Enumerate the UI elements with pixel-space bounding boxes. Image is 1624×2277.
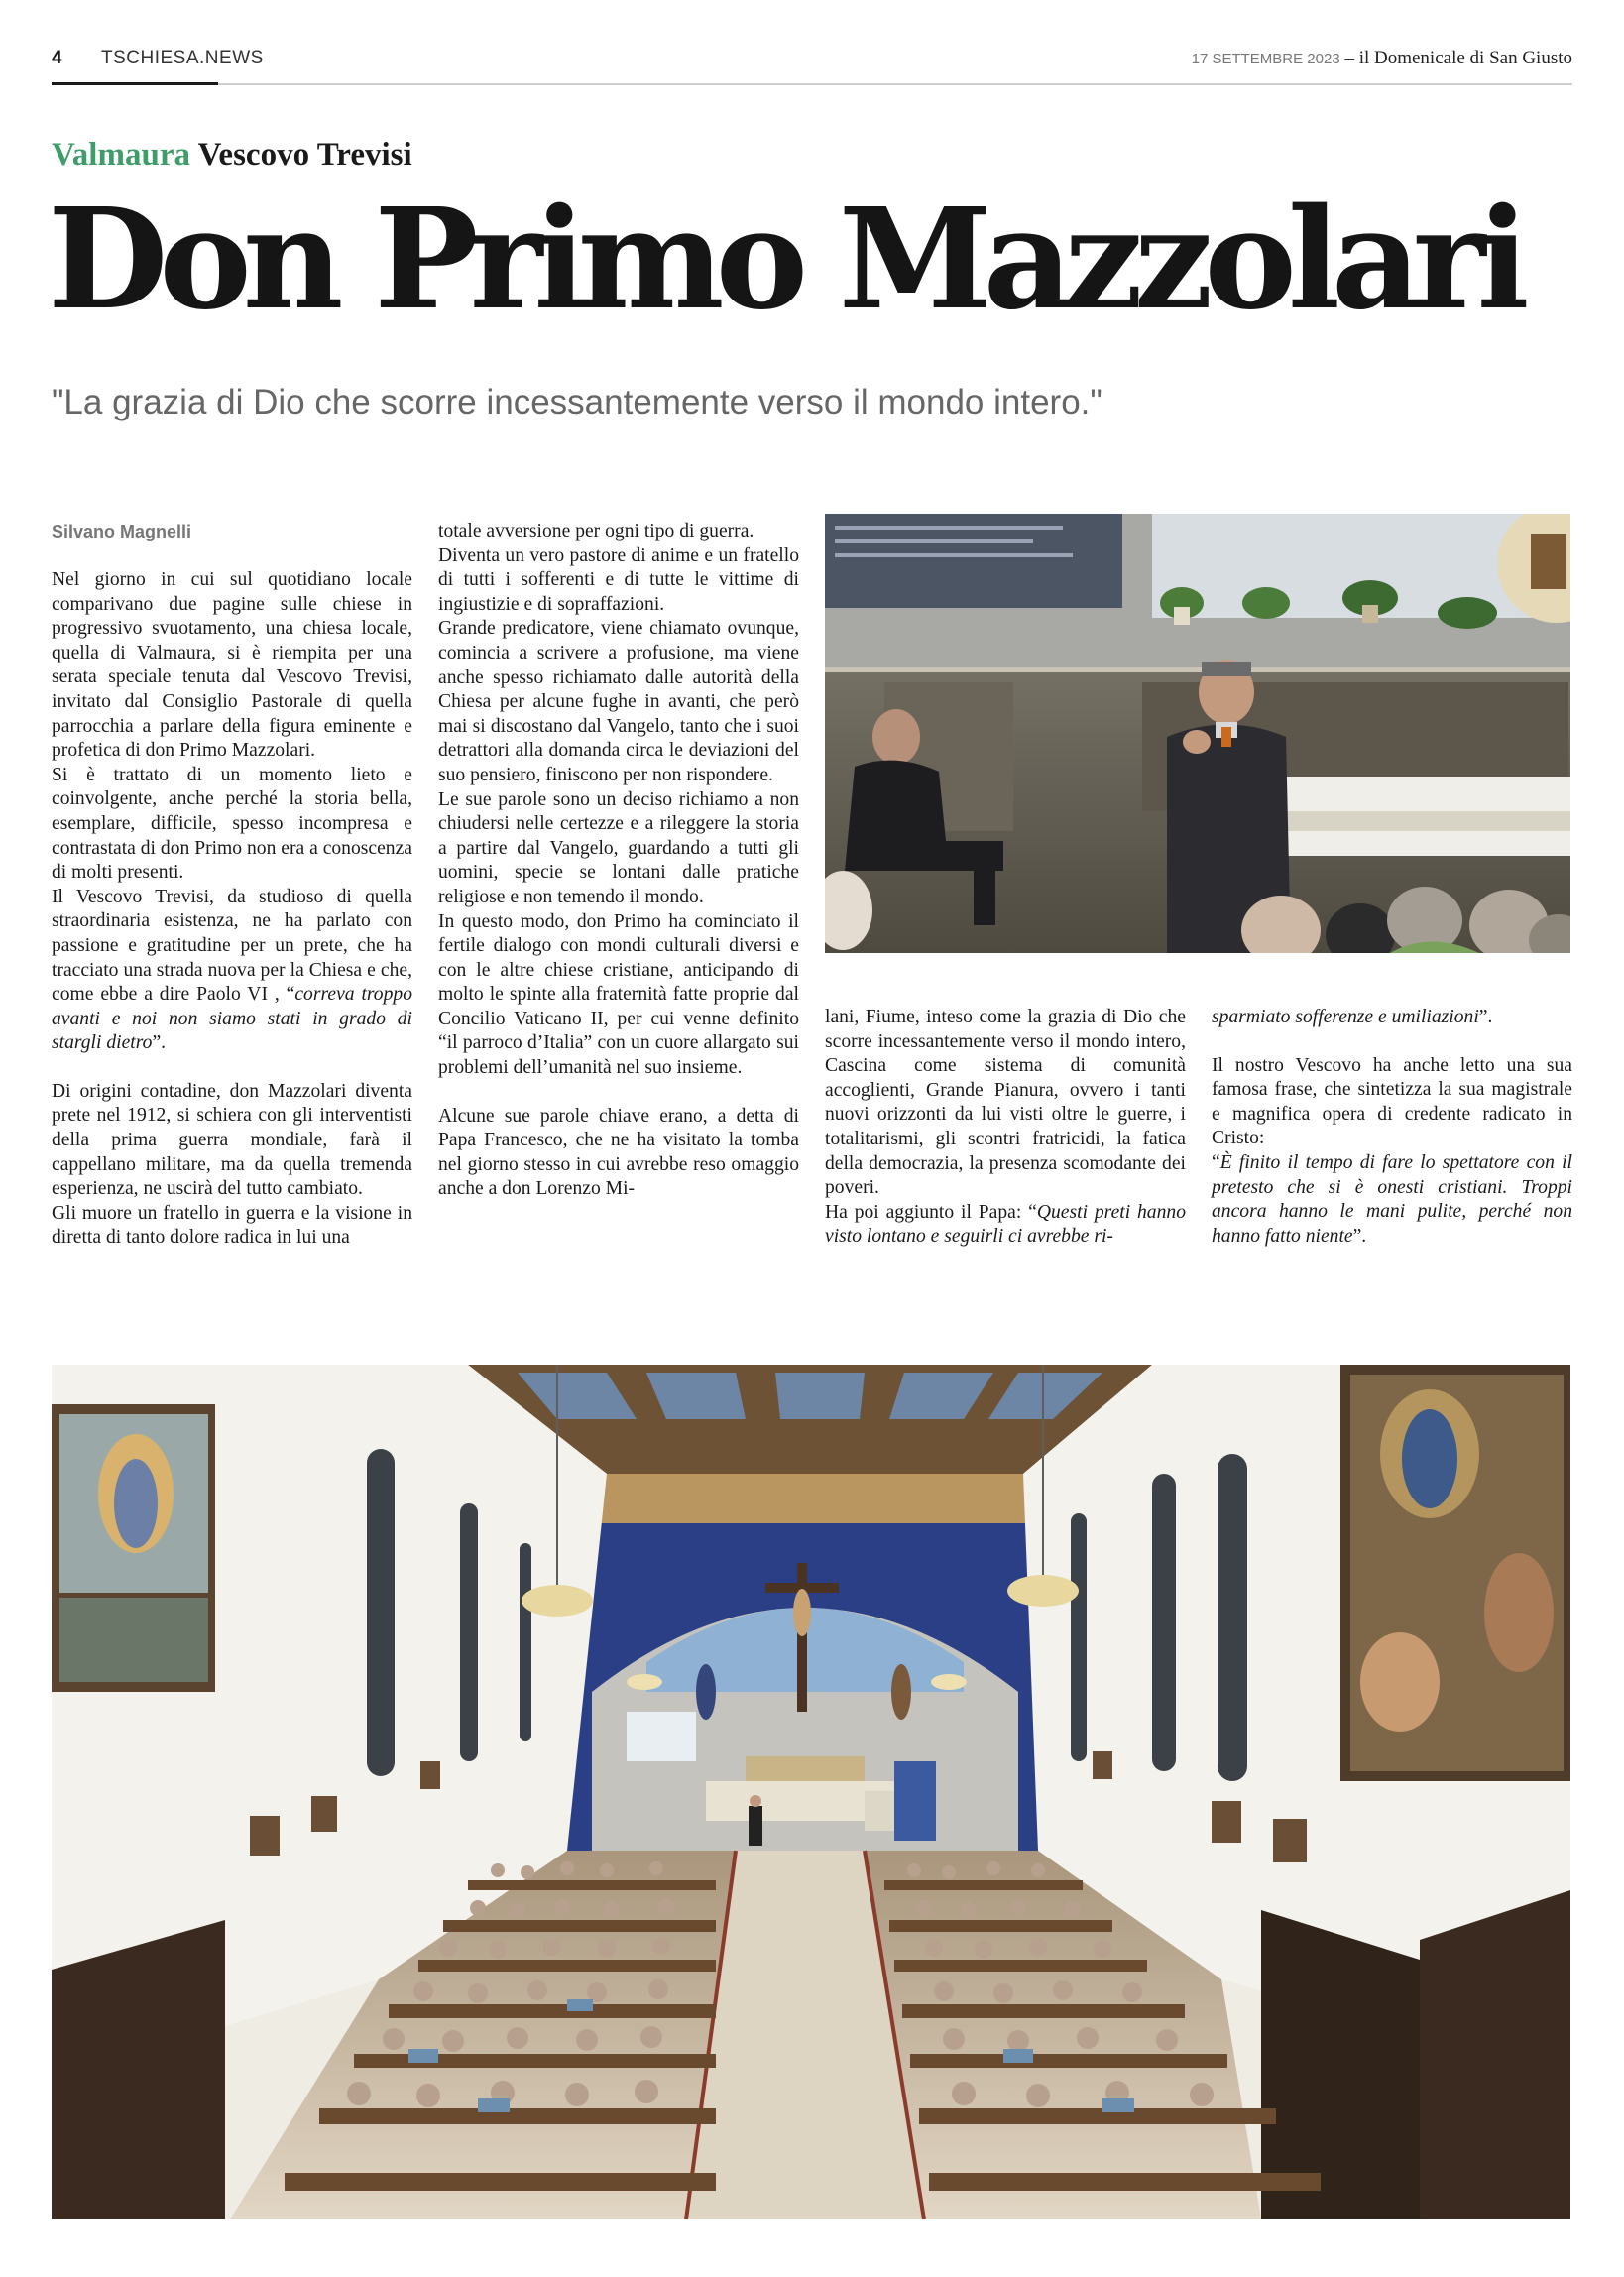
article-column-4 xyxy=(1212,1006,1572,1249)
photo-church-interior xyxy=(52,1365,1570,2219)
issue-separator: – xyxy=(1339,48,1359,68)
paolo-vi-quote: correva troppo avanti e noi non siamo stati in grado di stargli dietro xyxy=(52,984,412,1054)
mazzolari-quote: “È finito il tempo di fare lo spettatore con il pretesto che si è onesti cristiani. Troppi ancora hanno le mani pulite, perché non hanno fatto niente”. xyxy=(1212,1151,1572,1247)
paragraph: Il Vescovo Trevisi, da studioso di quella straordinaria esistenza, ne ha parlato con passione e gratitudine per un prete, che ha tracciato una strada nuova per la Chiesa e che, come ebbe a dire Paolo VI , “correva troppo avanti e noi non siamo stati in grado di stargli dietro”. xyxy=(52,886,412,1054)
paragraph: Le sue parole sono un deciso richiamo a non chiudersi nelle certezze e a rileggere la storia a partire dal Vangelo, guardando a tutti gli uomini, specie se lontani dalle pratiche religiose e non temendo il mondo. xyxy=(438,788,799,907)
issue-date: 17 SETTEMBRE 2023 xyxy=(1191,51,1340,67)
paragraph: Ha poi aggiunto il Papa: “Questi preti hanno visto lontano e seguirli ci avrebbe ri- xyxy=(825,1201,1186,1248)
paragraph: lani, Fiume, inteso come la grazia di Dio che scorre incessantemente verso il mondo intero, Cascina come sistema di comunità accoglienti, Grande Pianura, ovvero i tanti nuovi orizzonti da lui visti oltre le guerre, i totalitarismi, gli scontri fratricidi, la fatica della democrazia, la presenza scomodante dei poveri. xyxy=(825,1007,1186,1199)
paragraph: Di origini contadine, don Mazzolari diventa prete nel 1912, si schiera con gli interventisti della prima guerra mondiale, farà il cappellano militare, ma da quella tremenda esperienza, ne uscirà del tutto cambiato. xyxy=(52,1080,412,1200)
photo-bishop-speaking xyxy=(825,514,1570,953)
article-title: Don Primo Mazzolari xyxy=(48,179,1521,341)
paragraph: sparmiato sofferenze e umiliazioni”. xyxy=(1212,1007,1493,1027)
kicker-place: Valmaura xyxy=(52,137,190,173)
paragraph: Diventa un vero pastore di anime e un fratello di tutti i sofferenti e di tutte le vittime di ingiustizie e di sopraffazioni. xyxy=(438,544,799,615)
article-column-2 xyxy=(438,520,799,1202)
paragraph: Grande predicatore, viene chiamato ovunque, comincia a scrivere a profusione, ma viene anche spesso richiamato dalle autorità della Chiesa per alcune fughe in avanti, che però mai si discostano dal Vangelo, tanto che i suoi detrattori alla domanda circa le deviazioni del suo pensiero, finiscono per non rispondere. xyxy=(438,618,799,785)
kicker-person: Vescovo Trevisi xyxy=(197,137,412,173)
paragraph: totale avversione per ogni tipo di guerra. xyxy=(438,521,754,541)
paragraph: Nel giorno in cui sul quotidiano locale comparivano due pagine sulle chiese in progressivo svuotamento, una chiesa locale, quella di Valmaura, si è riempita per una serata speciale tenuta dal Vescovo Trevisi, invitato dal Consiglio Pastorale di quella parrocchia a parlare della figura eminente e profetica di don Primo Mazzolari. xyxy=(52,569,412,762)
article-kicker xyxy=(52,137,412,174)
issue-info xyxy=(1192,48,1572,69)
article-column-3 xyxy=(825,1006,1186,1250)
paragraph: Si è trattato di un momento lieto e coinvolgente, anche perché la storia bella, esemplare, difficile, spesso incompresa e contrastata di don Primo non era a conoscenza di molti presenti. xyxy=(52,764,412,884)
paragraph: Alcune sue parole chiave erano, a detta di Papa Francesco, che ne ha visitato la tomba nel giorno stesso in cui avrebbe reso omaggio anche a don Lorenzo Mi- xyxy=(438,1105,799,1200)
paragraph: In questo modo, don Primo ha cominciato il fertile dialogo con mondi culturali diversi e con le altre chiese cristiane, anticipando di molto le spinte alla fraternità fatte proprie dal Concilio Vaticano II, per cui venne definito “il parroco d’Italia” con un cuore allargato sui problemi dell’umanità nel suo insieme. xyxy=(438,910,799,1079)
article-column-1 xyxy=(52,522,412,1251)
page-header xyxy=(52,48,1572,85)
article-subtitle: "La grazia di Dio che scorre incessantemente verso il mondo intero." xyxy=(52,383,1102,421)
publication-name: il Domenicale di San Giusto xyxy=(1358,48,1572,68)
page-number: 4 xyxy=(52,48,62,68)
header-accent-rule xyxy=(52,82,218,85)
pope-quote: Questi preti hanno visto lontano e seguirli ci avrebbe ri- xyxy=(825,1201,1186,1248)
paragraph: Il nostro Vescovo ha anche letto una sua famosa frase, che sintetizza la sua magistrale e magnifica opera di credente radicato in Cristo: xyxy=(1212,1054,1572,1149)
site-name[interactable]: TSCHIESA.NEWS xyxy=(101,48,264,68)
author-byline: Silvano Magnelli xyxy=(52,522,192,541)
paragraph: Gli muore un fratello in guerra e la visione in diretta di tanto dolore radica in lui una xyxy=(52,1202,412,1249)
